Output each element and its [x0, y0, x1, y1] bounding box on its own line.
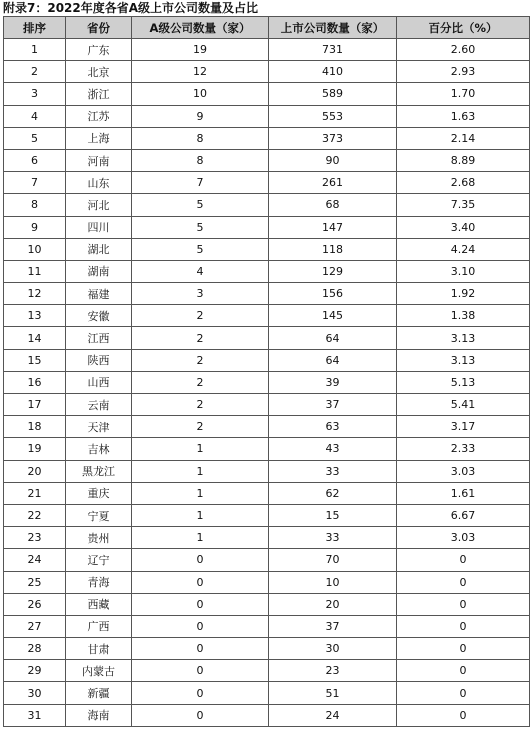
table-row [4, 283, 530, 305]
cell-listed-count: 63 [269, 416, 397, 438]
table-row [4, 482, 530, 504]
cell-percentage: 2.33 [397, 438, 530, 460]
table-row [4, 615, 530, 637]
cell-province: 海南 [66, 704, 132, 726]
cell-rank: 6 [4, 149, 66, 171]
cell-listed-count: 39 [269, 371, 397, 393]
cell-rank: 11 [4, 260, 66, 282]
cell-percentage: 2.93 [397, 61, 530, 83]
cell-listed-count: 23 [269, 660, 397, 682]
table-row [4, 238, 530, 260]
cell-listed-count: 156 [269, 283, 397, 305]
cell-listed-count: 145 [269, 305, 397, 327]
cell-rank: 16 [4, 371, 66, 393]
cell-a-grade-count: 0 [132, 682, 269, 704]
cell-rank: 10 [4, 238, 66, 260]
table-row [4, 394, 530, 416]
cell-province: 青海 [66, 571, 132, 593]
cell-province: 贵州 [66, 527, 132, 549]
cell-rank: 21 [4, 482, 66, 504]
cell-province: 上海 [66, 127, 132, 149]
table-row [4, 593, 530, 615]
cell-percentage: 2.60 [397, 39, 530, 61]
cell-listed-count: 15 [269, 504, 397, 526]
cell-percentage: 1.38 [397, 305, 530, 327]
cell-province: 天津 [66, 416, 132, 438]
cell-rank: 13 [4, 305, 66, 327]
cell-percentage: 0 [397, 593, 530, 615]
cell-listed-count: 147 [269, 216, 397, 238]
table-row [4, 216, 530, 238]
cell-a-grade-count: 0 [132, 660, 269, 682]
cell-percentage: 0 [397, 615, 530, 637]
cell-rank: 15 [4, 349, 66, 371]
cell-province: 宁夏 [66, 504, 132, 526]
cell-rank: 26 [4, 593, 66, 615]
cell-a-grade-count: 1 [132, 482, 269, 504]
cell-percentage: 6.67 [397, 504, 530, 526]
table-row [4, 105, 530, 127]
cell-province: 广西 [66, 615, 132, 637]
cell-listed-count: 33 [269, 527, 397, 549]
cell-percentage: 7.35 [397, 194, 530, 216]
table-row [4, 504, 530, 526]
cell-rank: 2 [4, 61, 66, 83]
cell-province: 广东 [66, 39, 132, 61]
cell-province: 山东 [66, 172, 132, 194]
cell-province: 江西 [66, 327, 132, 349]
table-row [4, 194, 530, 216]
cell-percentage: 0 [397, 571, 530, 593]
cell-a-grade-count: 4 [132, 260, 269, 282]
cell-rank: 18 [4, 416, 66, 438]
table-row [4, 638, 530, 660]
cell-listed-count: 37 [269, 615, 397, 637]
cell-a-grade-count: 0 [132, 549, 269, 571]
table-row [4, 127, 530, 149]
cell-a-grade-count: 19 [132, 39, 269, 61]
cell-rank: 14 [4, 327, 66, 349]
table-row [4, 416, 530, 438]
cell-a-grade-count: 2 [132, 349, 269, 371]
cell-listed-count: 24 [269, 704, 397, 726]
cell-a-grade-count: 5 [132, 194, 269, 216]
cell-percentage: 3.10 [397, 260, 530, 282]
table-row [4, 305, 530, 327]
cell-a-grade-count: 12 [132, 61, 269, 83]
cell-a-grade-count: 7 [132, 172, 269, 194]
cell-a-grade-count: 9 [132, 105, 269, 127]
cell-a-grade-count: 0 [132, 704, 269, 726]
cell-a-grade-count: 8 [132, 149, 269, 171]
header-percentage: 百分比（%） [397, 17, 530, 39]
cell-a-grade-count: 2 [132, 371, 269, 393]
cell-listed-count: 410 [269, 61, 397, 83]
cell-a-grade-count: 2 [132, 327, 269, 349]
cell-listed-count: 129 [269, 260, 397, 282]
cell-rank: 12 [4, 283, 66, 305]
cell-province: 江苏 [66, 105, 132, 127]
table-row [4, 682, 530, 704]
cell-a-grade-count: 2 [132, 305, 269, 327]
cell-province: 西藏 [66, 593, 132, 615]
cell-province: 河北 [66, 194, 132, 216]
cell-rank: 17 [4, 394, 66, 416]
cell-listed-count: 64 [269, 327, 397, 349]
header-a-grade-count: A级公司数量（家） [132, 17, 269, 39]
cell-percentage: 4.24 [397, 238, 530, 260]
cell-a-grade-count: 5 [132, 238, 269, 260]
cell-province: 甘肃 [66, 638, 132, 660]
table-row [4, 438, 530, 460]
cell-rank: 24 [4, 549, 66, 571]
cell-percentage: 3.40 [397, 216, 530, 238]
cell-rank: 9 [4, 216, 66, 238]
cell-a-grade-count: 1 [132, 504, 269, 526]
cell-a-grade-count: 1 [132, 438, 269, 460]
cell-province: 山西 [66, 371, 132, 393]
cell-province: 辽宁 [66, 549, 132, 571]
cell-a-grade-count: 0 [132, 638, 269, 660]
table-row [4, 549, 530, 571]
ranking-table [3, 16, 530, 727]
cell-percentage: 0 [397, 660, 530, 682]
cell-percentage: 3.03 [397, 527, 530, 549]
cell-listed-count: 553 [269, 105, 397, 127]
cell-listed-count: 731 [269, 39, 397, 61]
cell-percentage: 1.70 [397, 83, 530, 105]
cell-rank: 3 [4, 83, 66, 105]
cell-a-grade-count: 3 [132, 283, 269, 305]
cell-percentage: 1.63 [397, 105, 530, 127]
cell-province: 湖北 [66, 238, 132, 260]
cell-percentage: 8.89 [397, 149, 530, 171]
cell-rank: 1 [4, 39, 66, 61]
cell-percentage: 3.17 [397, 416, 530, 438]
cell-percentage: 3.13 [397, 327, 530, 349]
table-row [4, 61, 530, 83]
cell-rank: 7 [4, 172, 66, 194]
cell-listed-count: 589 [269, 83, 397, 105]
cell-a-grade-count: 10 [132, 83, 269, 105]
cell-a-grade-count: 2 [132, 394, 269, 416]
table-row [4, 527, 530, 549]
header-rank: 排序 [4, 17, 66, 39]
cell-rank: 5 [4, 127, 66, 149]
table-row [4, 460, 530, 482]
cell-province: 重庆 [66, 482, 132, 504]
cell-a-grade-count: 8 [132, 127, 269, 149]
cell-rank: 25 [4, 571, 66, 593]
cell-listed-count: 90 [269, 149, 397, 171]
table-row [4, 704, 530, 726]
cell-percentage: 0 [397, 638, 530, 660]
cell-province: 安徽 [66, 305, 132, 327]
cell-a-grade-count: 0 [132, 571, 269, 593]
cell-percentage: 1.92 [397, 283, 530, 305]
cell-percentage: 3.13 [397, 349, 530, 371]
cell-listed-count: 30 [269, 638, 397, 660]
cell-a-grade-count: 1 [132, 527, 269, 549]
table-row [4, 327, 530, 349]
cell-province: 浙江 [66, 83, 132, 105]
cell-percentage: 1.61 [397, 482, 530, 504]
table-row [4, 260, 530, 282]
cell-province: 福建 [66, 283, 132, 305]
table-header-row [4, 17, 530, 39]
cell-percentage: 0 [397, 682, 530, 704]
cell-rank: 29 [4, 660, 66, 682]
cell-listed-count: 68 [269, 194, 397, 216]
cell-percentage: 3.03 [397, 460, 530, 482]
cell-a-grade-count: 1 [132, 460, 269, 482]
cell-listed-count: 37 [269, 394, 397, 416]
cell-rank: 19 [4, 438, 66, 460]
table-row [4, 149, 530, 171]
cell-province: 云南 [66, 394, 132, 416]
page-title: 附录7：2022年度各省A级上市公司数量及占比 [3, 1, 259, 15]
cell-province: 陕西 [66, 349, 132, 371]
cell-listed-count: 43 [269, 438, 397, 460]
cell-a-grade-count: 0 [132, 593, 269, 615]
cell-rank: 23 [4, 527, 66, 549]
cell-listed-count: 62 [269, 482, 397, 504]
cell-percentage: 5.13 [397, 371, 530, 393]
cell-percentage: 5.41 [397, 394, 530, 416]
table-row [4, 349, 530, 371]
cell-percentage: 2.68 [397, 172, 530, 194]
cell-percentage: 2.14 [397, 127, 530, 149]
cell-a-grade-count: 2 [132, 416, 269, 438]
cell-province: 湖南 [66, 260, 132, 282]
cell-rank: 28 [4, 638, 66, 660]
table-row [4, 371, 530, 393]
cell-province: 河南 [66, 149, 132, 171]
cell-listed-count: 10 [269, 571, 397, 593]
cell-province: 新疆 [66, 682, 132, 704]
cell-rank: 31 [4, 704, 66, 726]
table-body [4, 39, 530, 727]
cell-a-grade-count: 5 [132, 216, 269, 238]
cell-listed-count: 51 [269, 682, 397, 704]
cell-listed-count: 261 [269, 172, 397, 194]
cell-province: 内蒙古 [66, 660, 132, 682]
cell-rank: 27 [4, 615, 66, 637]
table-row [4, 571, 530, 593]
table-row [4, 172, 530, 194]
header-listed-count: 上市公司数量（家） [269, 17, 397, 39]
cell-listed-count: 20 [269, 593, 397, 615]
cell-listed-count: 64 [269, 349, 397, 371]
cell-rank: 30 [4, 682, 66, 704]
table-row [4, 83, 530, 105]
cell-listed-count: 118 [269, 238, 397, 260]
cell-percentage: 0 [397, 549, 530, 571]
cell-province: 吉林 [66, 438, 132, 460]
cell-rank: 4 [4, 105, 66, 127]
cell-rank: 22 [4, 504, 66, 526]
cell-listed-count: 373 [269, 127, 397, 149]
cell-rank: 20 [4, 460, 66, 482]
cell-listed-count: 33 [269, 460, 397, 482]
header-province: 省份 [66, 17, 132, 39]
cell-percentage: 0 [397, 704, 530, 726]
cell-rank: 8 [4, 194, 66, 216]
cell-a-grade-count: 0 [132, 615, 269, 637]
table-row [4, 39, 530, 61]
table-row [4, 660, 530, 682]
cell-province: 北京 [66, 61, 132, 83]
cell-province: 四川 [66, 216, 132, 238]
cell-listed-count: 70 [269, 549, 397, 571]
cell-province: 黑龙江 [66, 460, 132, 482]
